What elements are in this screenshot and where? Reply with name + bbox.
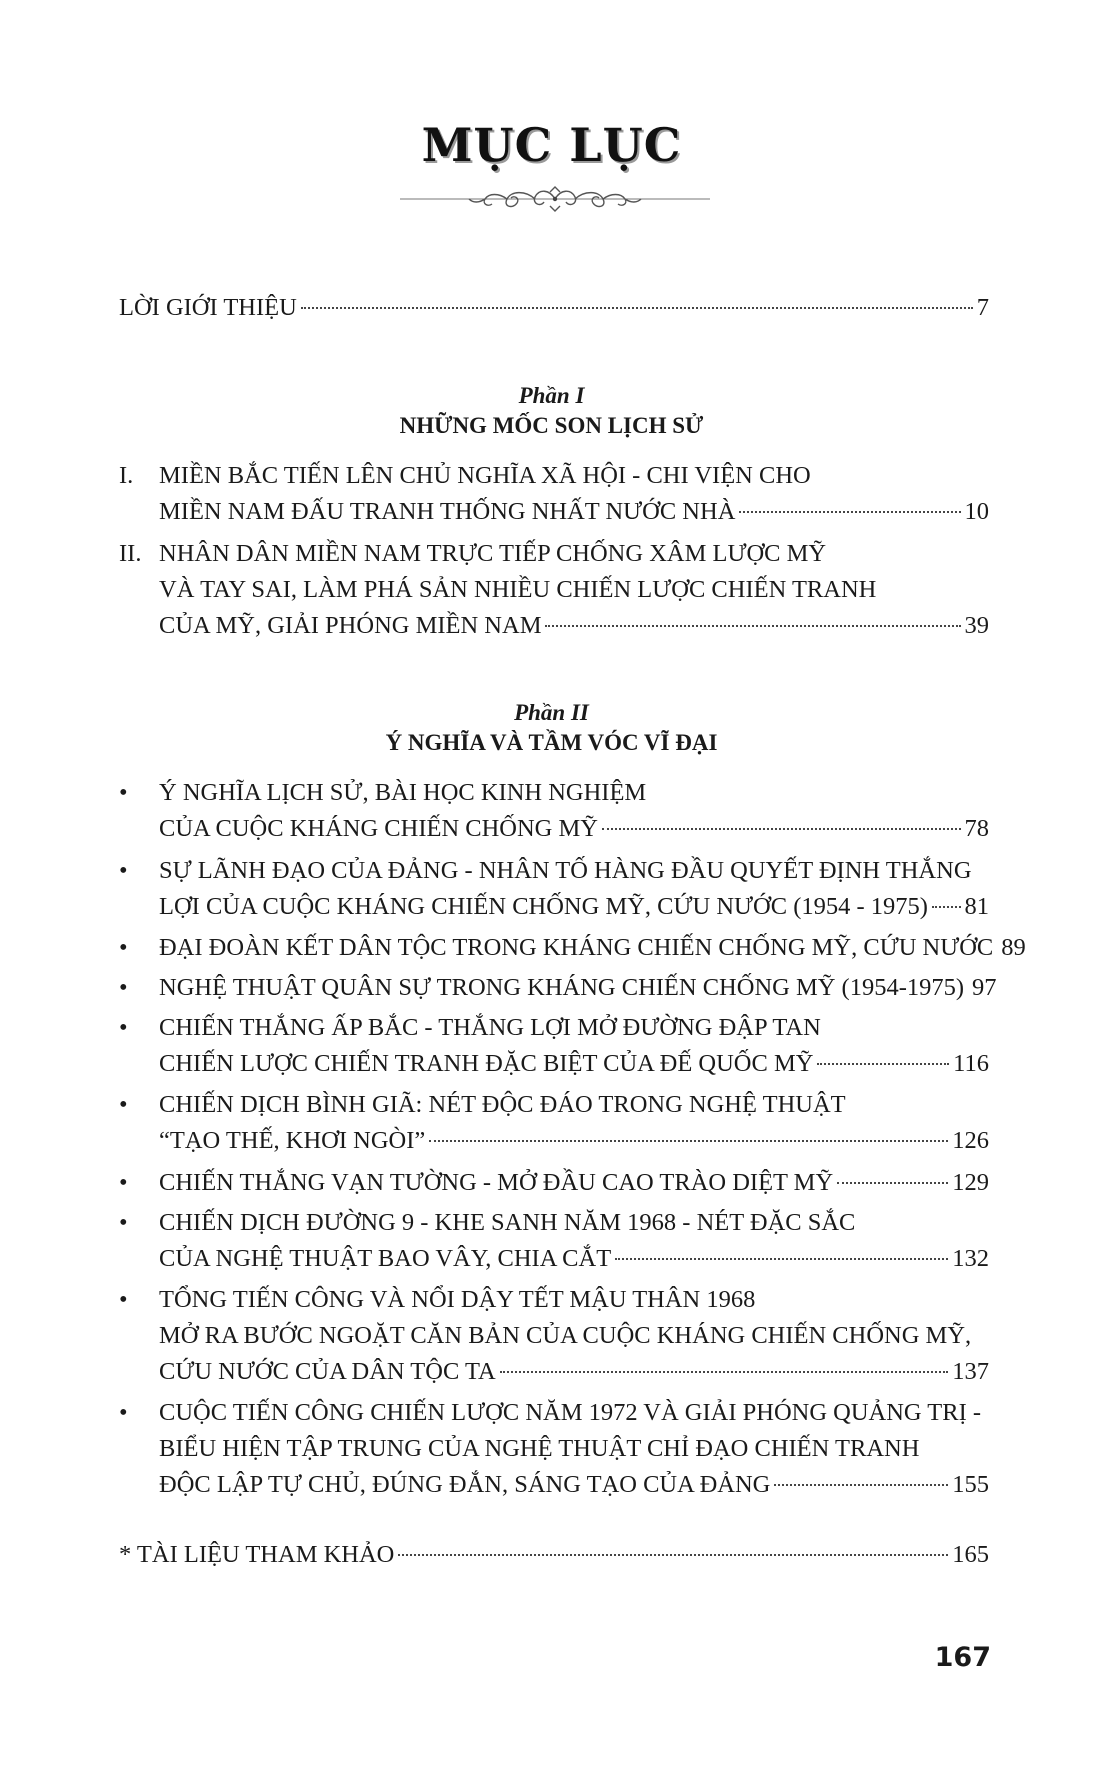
page-number-folio: 167 (934, 1642, 991, 1673)
toc-entry-line: TỔNG TIẾN CÔNG VÀ NỔI DẬY TẾT MẬU THÂN 1968 (159, 1286, 756, 1313)
dot-leader (774, 1484, 948, 1486)
bullet-marker: • (119, 1091, 128, 1118)
toc-entry-line: CHIẾN THẮNG ẤP BẮC - THẮNG LỢI MỞ ĐƯỜNG ĐẬP TAN (159, 1014, 821, 1041)
dot-leader (932, 906, 961, 908)
toc-page-number: 97 (972, 974, 997, 1001)
toc-entry-marker: II. (119, 540, 142, 567)
toc-entry-line: MỞ RA BƯỚC NGOẶT CĂN BẢN CỦA CUỘC KHÁNG CHIẾN CHỐNG MỸ, (159, 1322, 972, 1349)
bullet-marker: • (119, 779, 128, 806)
toc-entry-marker: I. (119, 462, 134, 489)
bullet-marker: • (119, 1209, 128, 1236)
toc-entry[interactable] (119, 1010, 989, 1082)
toc-page-number: 126 (952, 1127, 989, 1154)
toc-page-number: 89 (1001, 934, 1026, 961)
toc-page-number: 81 (964, 893, 989, 920)
toc-entry-line: ĐẠI ĐOÀN KẾT DÂN TỘC TRONG KHÁNG CHIẾN CHỐNG MỸ, CỨU NƯỚC (159, 934, 994, 961)
dot-leader (817, 1063, 949, 1065)
toc-page-number: 10 (964, 498, 989, 525)
toc-page-number: 39 (964, 612, 989, 639)
toc-entry[interactable] (119, 970, 997, 1006)
toc-entry[interactable] (119, 930, 1026, 966)
dot-leader (301, 307, 973, 309)
toc-page-number: 116 (953, 1050, 989, 1077)
dot-leader (739, 511, 960, 513)
toc-entry-line: CHIẾN THẮNG VẠN TƯỜNG - MỞ ĐẦU CAO TRÀO DIỆT MỸ (159, 1169, 834, 1196)
toc-entry[interactable] (119, 1205, 989, 1277)
toc-entry-line: CHIẾN DỊCH BÌNH GIÃ: NÉT ĐỘC ĐÁO TRONG NGHỆ THUẬT (159, 1091, 846, 1118)
toc-entry-line: BIỂU HIỆN TẬP TRUNG CỦA NGHỆ THUẬT CHỈ ĐẠO CHIẾN TRANH (159, 1435, 920, 1462)
toc-entry-line: VÀ TAY SAI, LÀM PHÁ SẢN NHIỀU CHIẾN LƯỢC CHIẾN TRANH (159, 576, 877, 603)
toc-page-number: 137 (952, 1358, 989, 1385)
toc-entry-line: NGHỆ THUẬT QUÂN SỰ TRONG KHÁNG CHIẾN CHỐNG MỸ (1954-1975) (159, 974, 965, 1001)
toc-entry-line: CỦA MỸ, GIẢI PHÓNG MIỀN NAM (159, 612, 542, 639)
toc-entry-line: MIỀN NAM ĐẤU TRANH THỐNG NHẤT NƯỚC NHÀ (159, 498, 736, 525)
part-2-title: Ý NGHĨA VÀ TẦM VÓC VĨ ĐẠI (385, 730, 718, 755)
part-1-title: NHỮNG MỐC SON LỊCH SỬ (399, 413, 704, 438)
toc-entry[interactable] (119, 458, 989, 530)
toc-page-number: 78 (964, 815, 989, 842)
toc-entry[interactable] (119, 1282, 989, 1390)
toc-entry-line: CHIẾN LƯỢC CHIẾN TRANH ĐẶC BIỆT CỦA ĐẾ QUỐC MỸ (159, 1050, 814, 1077)
toc-page-number: 132 (952, 1245, 989, 1272)
dot-leader (615, 1258, 948, 1260)
toc-entry-line: “TẠO THẾ, KHƠI NGÒI” (159, 1127, 426, 1154)
toc-entry-line: CHIẾN DỊCH ĐƯỜNG 9 - KHE SANH NĂM 1968 - NÉT ĐẶC SẮC (159, 1209, 856, 1236)
part-1-label: Phần I (518, 383, 585, 408)
dot-leader (545, 625, 960, 627)
toc-entry-references[interactable] (119, 1537, 989, 1573)
page-title: MỤC LỤC (421, 118, 682, 172)
toc-entry-line: CỦA CUỘC KHÁNG CHIẾN CHỐNG MỸ (159, 815, 598, 842)
toc-page-number: 7 (976, 294, 989, 321)
bullet-marker: • (119, 1399, 128, 1426)
toc-entry-intro[interactable] (119, 290, 989, 326)
toc-entry-line: CỨU NƯỚC CỦA DÂN TỘC TA (159, 1358, 496, 1385)
bullet-marker: • (119, 974, 128, 1001)
toc-page-number: 155 (952, 1471, 989, 1498)
toc-entry[interactable] (119, 1395, 989, 1503)
bullet-marker: • (119, 857, 128, 884)
toc-entry-line: SỰ LÃNH ĐẠO CỦA ĐẢNG - NHÂN TỐ HÀNG ĐẦU QUYẾT ĐỊNH THẮNG (159, 857, 972, 884)
toc-entry[interactable] (119, 1087, 989, 1159)
title-ornament-divider (400, 186, 710, 212)
bullet-marker: • (119, 1014, 128, 1041)
toc-page-number: 129 (952, 1169, 989, 1196)
toc-entry[interactable] (119, 775, 989, 847)
toc-entry-title: * TÀI LIỆU THAM KHẢO (119, 1541, 395, 1568)
bullet-marker: • (119, 934, 128, 961)
toc-entry-line: LỢI CỦA CUỘC KHÁNG CHIẾN CHỐNG MỸ, CỨU NƯỚC (1954 - 1975) (159, 893, 928, 920)
toc-entry-line: Ý NGHĨA LỊCH SỬ, BÀI HỌC KINH NGHIỆM (159, 779, 647, 806)
toc-entry-line: CUỘC TIẾN CÔNG CHIẾN LƯỢC NĂM 1972 VÀ GIẢI PHÓNG QUẢNG TRỊ - (159, 1399, 982, 1426)
toc-entry-line: NHÂN DÂN MIỀN NAM TRỰC TIẾP CHỐNG XÂM LƯỢC MỸ (159, 540, 827, 567)
toc-page-number: 165 (952, 1541, 989, 1568)
toc-entry-line: CỦA NGHỆ THUẬT BAO VÂY, CHIA CẮT (159, 1245, 612, 1272)
toc-entry-title: LỜI GIỚI THIỆU (119, 294, 297, 321)
bullet-marker: • (119, 1169, 128, 1196)
toc-entry[interactable] (119, 536, 989, 644)
toc-entry[interactable] (119, 1165, 989, 1201)
dot-leader (398, 1554, 948, 1556)
dot-leader (429, 1140, 948, 1142)
part-2-label: Phần II (514, 700, 589, 725)
bullet-marker: • (119, 1286, 128, 1313)
toc-entry-line: MIỀN BẮC TIẾN LÊN CHỦ NGHĨA XÃ HỘI - CHI VIỆN CHO (159, 462, 811, 489)
dot-leader (602, 828, 961, 830)
dot-leader (837, 1182, 948, 1184)
toc-entry[interactable] (119, 853, 989, 925)
dot-leader (500, 1371, 949, 1373)
toc-entry-line: ĐỘC LẬP TỰ CHỦ, ĐÚNG ĐẮN, SÁNG TẠO CỦA ĐẢNG (159, 1471, 771, 1498)
